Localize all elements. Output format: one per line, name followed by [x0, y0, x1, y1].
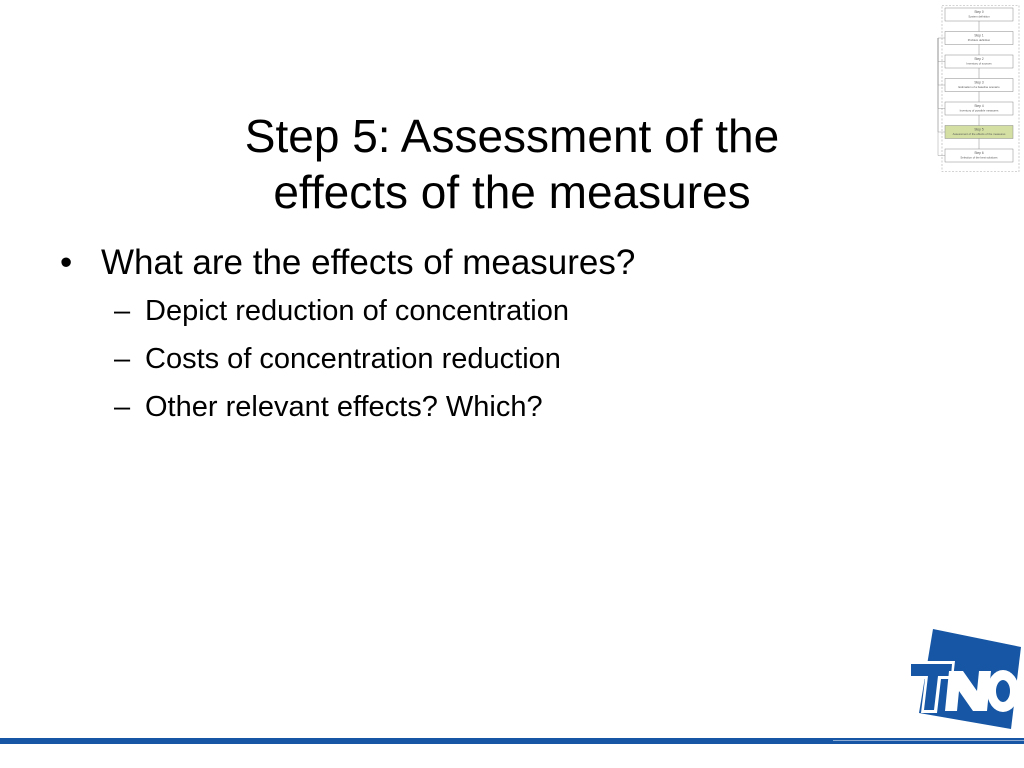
- sub-bullet-text: Depict reduction of concentration: [145, 295, 569, 327]
- flowchart-step-label: Step 0: [974, 10, 984, 14]
- sub-bullet-item: [58, 386, 918, 434]
- sub-bullet-text: Other relevant effects? Which?: [145, 391, 543, 423]
- flowchart-step-desc: Inventory of possible measures: [959, 108, 999, 113]
- flowchart-feedback-line: [938, 38, 945, 62]
- bullet-item: [58, 238, 918, 290]
- flowchart-step: [945, 55, 1013, 68]
- sub-bullet-item: [58, 290, 918, 338]
- sub-bullet-marker: –: [114, 343, 131, 375]
- flowchart-step: [945, 32, 1013, 45]
- flowchart-step-desc: Estimation of a baseline scenario: [958, 85, 1000, 89]
- slide-title: [150, 108, 874, 220]
- flowchart-step-label: Step 4: [974, 104, 984, 108]
- flowchart-step-label: Step 6: [974, 151, 984, 155]
- tno-logo: [903, 627, 1023, 731]
- bullet-text: What are the effects of measures?: [101, 243, 636, 282]
- flowchart-feedback-line: [938, 38, 945, 156]
- logo-letter-o-hole: [996, 680, 1010, 702]
- sub-bullet-item: [58, 338, 918, 386]
- sub-bullet-marker: –: [114, 391, 131, 423]
- bullet-list: [58, 238, 918, 434]
- flowchart-step-desc: System definition: [968, 14, 990, 19]
- flowchart-step-desc: Selection of the best solutions: [960, 155, 998, 160]
- flowchart-step: [945, 149, 1013, 162]
- flowchart-step: [945, 79, 1013, 92]
- sub-bullet-marker: –: [114, 295, 131, 327]
- flowchart-step-label: Step 1: [974, 33, 984, 38]
- title-line-2: effects of the measures: [273, 166, 751, 218]
- process-flowchart-thumbnail: [936, 5, 1020, 173]
- flowchart-step: [945, 8, 1013, 21]
- flowchart-step-label: Step 5: [974, 127, 984, 132]
- flowchart-step-desc: Problem definition: [967, 38, 991, 42]
- title-line-1: Step 5: Assessment of the: [244, 110, 780, 162]
- flowchart-step-desc: Assessment of the effects of the measures: [952, 132, 1006, 136]
- flowchart-step-label: Step 3: [974, 80, 984, 85]
- flowchart-step-desc: Inventory of sources: [966, 61, 992, 66]
- footer-rule: [0, 738, 1024, 744]
- flowchart-step: [945, 102, 1013, 115]
- footer-rule-accent: [833, 740, 1024, 741]
- flowchart-step: [945, 126, 1013, 139]
- flowchart-step-label: Step 2: [974, 57, 984, 61]
- sub-bullet-text: Costs of concentration reduction: [145, 343, 561, 375]
- bullet-marker: •: [60, 243, 73, 282]
- flowchart-feedback-line: [938, 38, 945, 109]
